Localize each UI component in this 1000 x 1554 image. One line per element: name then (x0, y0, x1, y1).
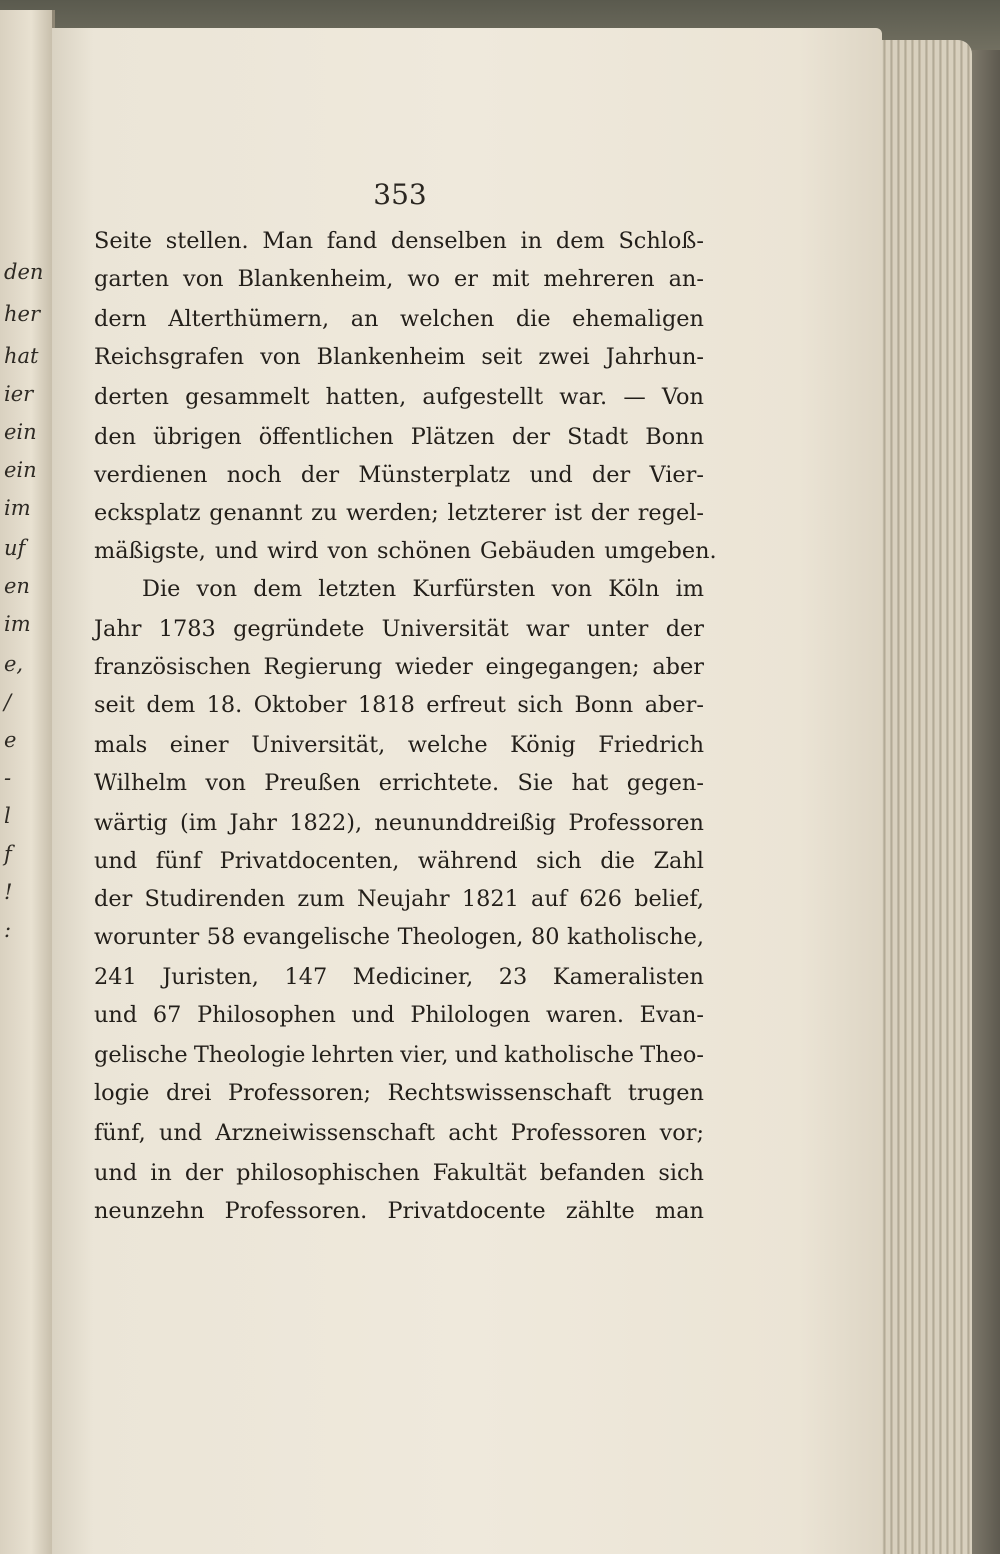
left-page-fragment: ein (4, 420, 37, 444)
text-line: gelische Theologie lehrten vier, und katholische Theo- (94, 1042, 704, 1068)
left-page-fragment: ! (4, 880, 13, 904)
text-line: worunter 58 evangelische Theologen, 80 katholische, (94, 924, 704, 950)
text-line: mäßigste, und wird von schönen Gebäuden umgeben. (94, 538, 717, 564)
left-page-fragment: im (4, 612, 31, 636)
text-line: 241 Juristen, 147 Mediciner, 23 Kameralisten (94, 964, 704, 990)
left-page-fragment: ein (4, 458, 37, 482)
left-page-fragment: - (4, 766, 12, 790)
text-line: französischen Regierung wieder eingegangen; aber (94, 654, 704, 680)
text-line: neunzehn Professoren. Privatdocente zählte man (94, 1198, 704, 1224)
shadow (972, 50, 1000, 1554)
text-line: und in der philosophischen Fakultät befanden sich (94, 1160, 704, 1186)
text-line: dern Alterthümern, an welchen die ehemaligen (94, 306, 704, 332)
text-line: und 67 Philosophen und Philologen waren. Evan- (94, 1002, 704, 1028)
left-page-fragment: en (4, 574, 30, 598)
text-line: verdienen noch der Münsterplatz und der Vier- (94, 462, 704, 488)
left-page-fragment: her (4, 302, 40, 326)
left-page-fragment: : (4, 918, 12, 942)
text-line: logie drei Professoren; Rechtswissenschaft trugen (94, 1080, 704, 1106)
text-line: ecksplatz genannt zu werden; letzterer ist der regel- (94, 500, 704, 526)
text-line: Wilhelm von Preußen errichtete. Sie hat gegen- (94, 770, 704, 796)
left-page-fragment: / (4, 690, 12, 714)
text-line: Seite stellen. Man fand denselben in dem Schloß- (94, 228, 704, 254)
text-line: Die von dem letzten Kurfürsten von Köln im (142, 576, 704, 602)
text-line: Reichsgrafen von Blankenheim seit zwei Jahrhun- (94, 344, 704, 370)
text-line: seit dem 18. Oktober 1818 erfreut sich Bonn aber- (94, 692, 704, 718)
left-page-fragment: im (4, 496, 31, 520)
left-page-fragment: den (4, 260, 44, 284)
left-page-fragment: e, (4, 652, 24, 676)
left-page-fragment: e (4, 728, 17, 752)
text-line: wärtig (im Jahr 1822), neununddreißig Professoren (94, 810, 704, 836)
text-line: derten gesammelt hatten, aufgestellt war. — Von (94, 384, 704, 410)
text-line: der Studirenden zum Neujahr 1821 auf 626 belief, (94, 886, 704, 912)
left-page-fragment: f (4, 842, 12, 866)
left-page-fragment: uf (4, 536, 26, 560)
text-line: den übrigen öffentlichen Plätzen der Stadt Bonn (94, 424, 704, 450)
text-line: Jahr 1783 gegründete Universität war unter der (94, 616, 704, 642)
left-page-fragment: l (4, 804, 11, 828)
text-line: garten von Blankenheim, wo er mit mehreren an- (94, 266, 704, 292)
page-number: 353 (373, 178, 427, 211)
left-page-edge (0, 10, 55, 1554)
page-edges (872, 40, 972, 1554)
left-page-fragment: ier (4, 382, 34, 406)
text-line: und fünf Privatdocenten, während sich die Zahl (94, 848, 704, 874)
text-line: mals einer Universität, welche König Friedrich (94, 732, 704, 758)
text-line: fünf, und Arzneiwissenschaft acht Professoren vor; (94, 1120, 704, 1146)
left-page-fragment: hat (4, 344, 39, 368)
